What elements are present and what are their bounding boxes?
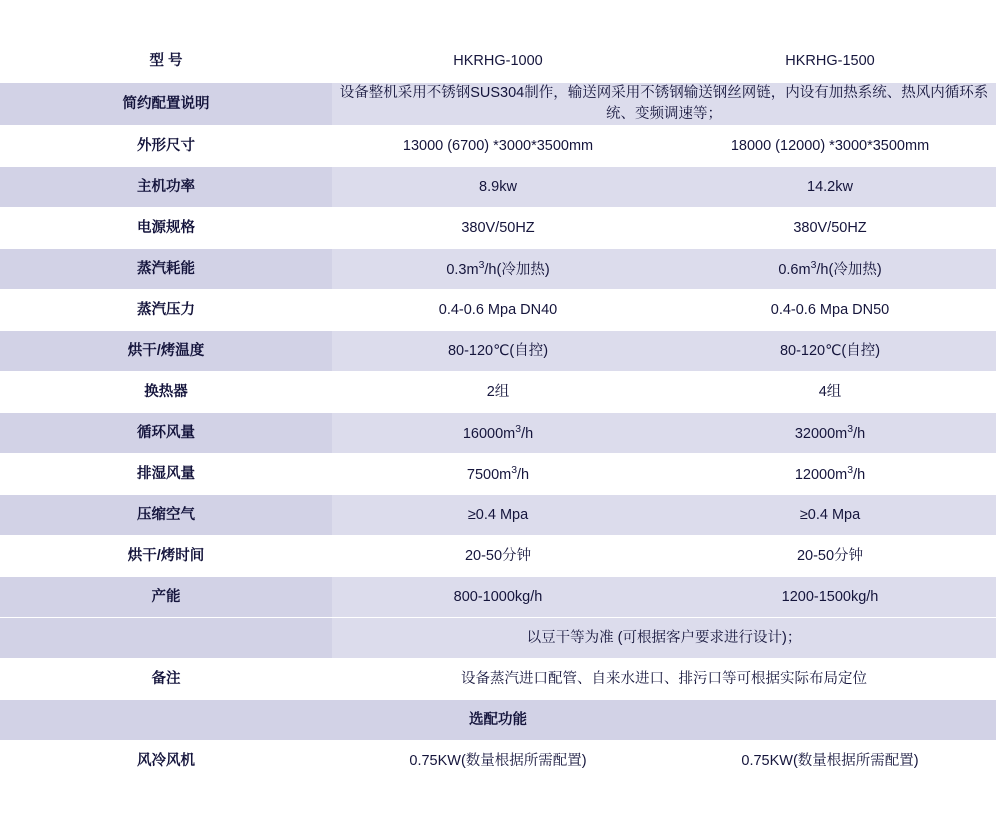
row-value-dimensions-1000: 13000 (6700) *3000*3500mm [332, 126, 664, 167]
table-row [0, 577, 996, 618]
row-value-temperature-1500: 80-120℃(自控) [664, 331, 996, 372]
row-value-circulation-1500 [664, 413, 996, 454]
row-value-compressed-air-1000: ≥0.4 Mpa [332, 495, 664, 536]
row-value-time-1000: 20-50分钟 [332, 536, 664, 577]
table-row [0, 536, 996, 577]
table-row [0, 126, 996, 167]
value-suffix: /h(冷加热) [816, 261, 882, 278]
row-value-steam-consumption-1000 [332, 249, 664, 290]
capacity-value-1500: 1200-1500kg/h [781, 588, 879, 605]
table-row [0, 208, 996, 249]
table-row [0, 249, 996, 290]
row-value-exhaust-1500 [664, 454, 996, 495]
row-value-exhaust-1000 [332, 454, 664, 495]
value-superscript: 3 [847, 423, 854, 435]
row-value-steam-pressure-1500: 0.4-0.6 Mpa DN50 [664, 290, 996, 331]
row-label: 烘干/烤时间 [0, 536, 332, 577]
spacer-cell [0, 782, 996, 823]
row-value-supply-1500: 380V/50HZ [664, 208, 996, 249]
row-value-time-1500: 20-50分钟 [664, 536, 996, 577]
value-prefix: 7500m [466, 466, 512, 483]
row-label: 烘干/烤温度 [0, 331, 332, 372]
table-top-spacer [0, 1, 996, 42]
row-label: 简约配置说明 [0, 83, 332, 126]
value-suffix: /h [521, 425, 534, 442]
table-row [0, 42, 996, 83]
value-prefix: 32000m [794, 425, 848, 442]
row-value-circulation-1000 [332, 413, 664, 454]
value-prefix: 16000m [462, 425, 516, 442]
row-value-supply-1000: 380V/50HZ [332, 208, 664, 249]
section-header-optional-functions [0, 700, 996, 741]
row-value-steam-pressure-1000: 0.4-0.6 Mpa DN40 [332, 290, 664, 331]
row-value-remark: 设备蒸汽进口配管、自来水进口、排污口等可根据实际布局定位 [332, 659, 996, 700]
row-label: 备注 [0, 659, 332, 700]
row-value-temperature-1000: 80-120℃(自控) [332, 331, 664, 372]
row-label: 蒸汽压力 [0, 290, 332, 331]
table-row [0, 167, 996, 208]
table-row-capacity-note [0, 618, 996, 659]
value-prefix: 12000m [794, 466, 848, 483]
table-row [0, 83, 996, 126]
row-value-power-1500: 14.2kw [664, 167, 996, 208]
value-suffix: /h(冷加热) [484, 261, 550, 278]
row-label: 蒸汽耗能 [0, 249, 332, 290]
table-row [0, 331, 996, 372]
row-label: 循环风量 [0, 413, 332, 454]
value-suffix: /h [517, 466, 530, 483]
row-value-steam-consumption-1500 [664, 249, 996, 290]
row-label: 电源规格 [0, 208, 332, 249]
row-value-exchanger-1500: 4组 [664, 372, 996, 413]
table-row [0, 290, 996, 331]
table-row [0, 495, 996, 536]
value-superscript: 3 [511, 464, 518, 476]
table-row [0, 454, 996, 495]
value-prefix: 0.3m [446, 261, 479, 278]
capacity-note: 以豆干等为准 (可根据客户要求进行设计)； [332, 618, 996, 659]
row-value-capacity-1500 [664, 577, 996, 618]
row-value-config-description: 设备整机采用不锈钢SUS304制作，输送网采用不锈钢输送钢丝网链，内设有加热系统、热风内循环系统、变频调速等； [332, 83, 996, 126]
value-prefix: 0.6m [778, 261, 811, 278]
section-title: 选配功能 [0, 700, 996, 741]
row-label: 主机功率 [0, 167, 332, 208]
row-value-power-1000: 8.9kw [332, 167, 664, 208]
spacer-cell [0, 1, 996, 42]
row-value-air-cooling-fan-1500: 0.75KW(数量根据所需配置) [664, 741, 996, 782]
value-superscript: 3 [810, 259, 817, 271]
row-label: 压缩空气 [0, 495, 332, 536]
value-superscript: 3 [478, 259, 485, 271]
row-value-air-cooling-fan-1000: 0.75KW(数量根据所需配置) [332, 741, 664, 782]
table-row [0, 659, 996, 700]
row-label: 换热器 [0, 372, 332, 413]
row-label: 外形尺寸 [0, 126, 332, 167]
row-value-dimensions-1500: 18000 (12000) *3000*3500mm [664, 126, 996, 167]
row-value-capacity-1000 [332, 577, 664, 618]
row-value-exchanger-1000: 2组 [332, 372, 664, 413]
row-label: 产能 [0, 577, 332, 618]
table-row [0, 372, 996, 413]
value-superscript: 3 [847, 464, 854, 476]
table-row [0, 741, 996, 782]
capacity-value-1000: 800-1000kg/h [453, 588, 543, 605]
value-suffix: /h [853, 466, 866, 483]
row-value-compressed-air-1500: ≥0.4 Mpa [664, 495, 996, 536]
row-label-empty [0, 618, 332, 659]
row-value-model-1000: HKRHG-1000 [332, 42, 664, 83]
value-superscript: 3 [515, 423, 522, 435]
value-suffix: /h [853, 425, 866, 442]
table-row [0, 413, 996, 454]
row-label: 型 号 [0, 42, 332, 83]
table-bottom-spacer [0, 782, 996, 823]
row-value-model-1500: HKRHG-1500 [664, 42, 996, 83]
row-label: 排湿风量 [0, 454, 332, 495]
row-label-air-cooling-fan: 风冷风机 [0, 741, 332, 782]
